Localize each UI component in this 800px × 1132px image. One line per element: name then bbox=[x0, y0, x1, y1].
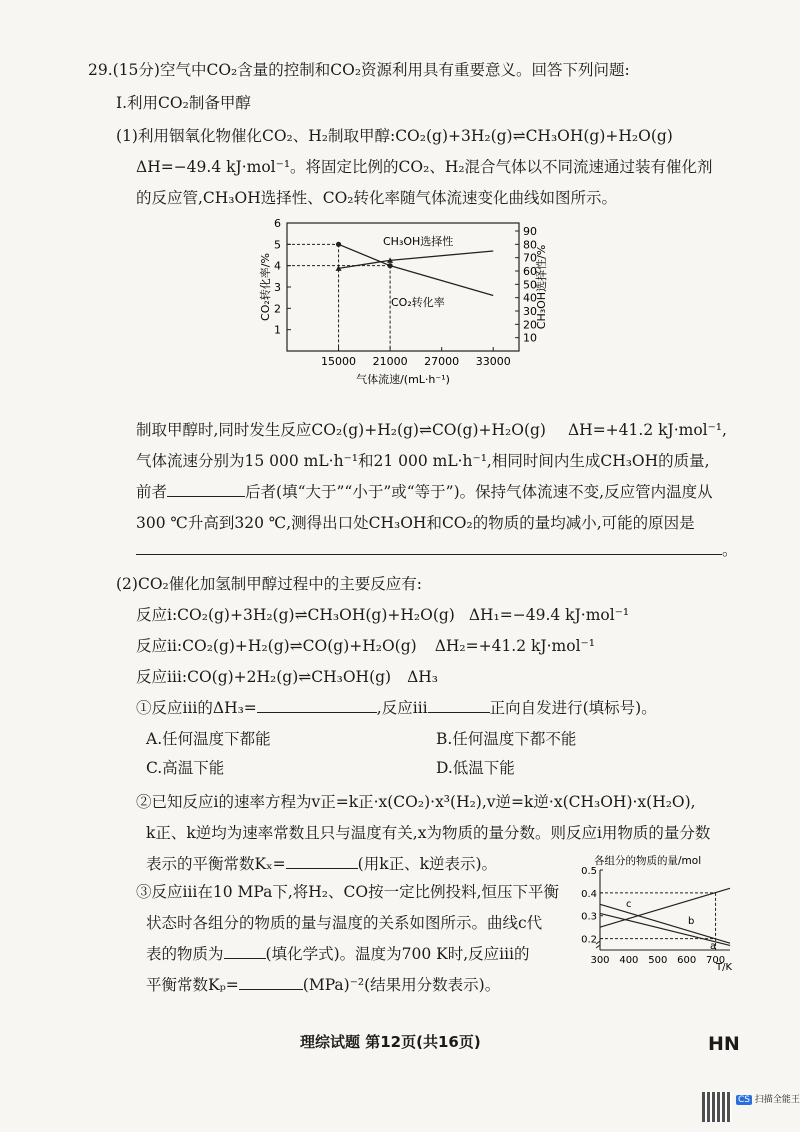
answer-blank-reason[interactable] bbox=[136, 540, 722, 555]
answer-blank-compare[interactable] bbox=[167, 482, 245, 497]
paragraph-2-line-3 bbox=[136, 482, 713, 502]
series-line-c bbox=[600, 888, 730, 927]
answer-blank-spontaneity[interactable] bbox=[428, 698, 490, 713]
right-tick-label: 30 bbox=[523, 305, 537, 318]
x-tick-label: 27000 bbox=[424, 355, 460, 368]
left-tick-label: 6 bbox=[274, 217, 281, 230]
side-reaction-enthalpy: ΔH=+41.2 kJ·mol⁻¹, bbox=[567, 421, 727, 439]
reaction-1 bbox=[136, 605, 629, 625]
label-ch3oh-selectivity: CH₃OH选择性 bbox=[383, 235, 454, 248]
reaction-3-equation: 反应ⅲ:CO(g)+2H₂(g)⇌CH₃OH(g) bbox=[136, 668, 392, 686]
curve-label-c: c bbox=[626, 899, 632, 910]
qr-code-icon bbox=[702, 1092, 732, 1122]
c2-y-tick-label: 0.3 bbox=[581, 911, 597, 923]
chart-co2-conversion bbox=[255, 213, 555, 393]
subquestion-2-text-b: (用k正、k逆表示)。 bbox=[357, 855, 498, 873]
subquestion-2-line-3 bbox=[146, 854, 497, 874]
series-line-co2-conversion bbox=[339, 244, 494, 295]
y-axis-left-label: CO₂转化率/% bbox=[259, 253, 272, 321]
text-former: 前者 bbox=[136, 483, 168, 501]
subquestion-3-text-b: (填化学式)。温度为700 K时,反应ⅲ的 bbox=[265, 945, 530, 963]
right-tick-label: 40 bbox=[523, 291, 537, 305]
subquestion-3-text-d: (MPa)⁻²(结果用分数表示)。 bbox=[302, 976, 501, 994]
chart2-title: 各组分的物质的量/mol bbox=[594, 855, 702, 867]
option-c: C.高温下能 bbox=[146, 759, 225, 777]
reaction-1-enthalpy: ΔH₁=−49.4 kJ·mol⁻¹ bbox=[468, 606, 630, 624]
paragraph-1-line-3: 的反应管,CH₃OH选择性、CO₂转化率随气体流速变化曲线如图所示。 bbox=[136, 189, 618, 207]
subquestion-2-text-a: 表示的平衡常数Kₓ= bbox=[146, 855, 286, 873]
right-tick-label: 70 bbox=[523, 251, 537, 265]
paragraph-2-line-4: 300 ℃升高到320 ℃,测得出口处CH₃OH和CO₂的物质的量均减小,可能的原因是 bbox=[136, 514, 695, 532]
answer-blank-kp[interactable] bbox=[239, 975, 303, 990]
scanner-label: 扫描全能王 bbox=[754, 1095, 800, 1105]
scanner-watermark bbox=[736, 1092, 800, 1105]
reaction-1-equation: 反应ⅰ:CO₂(g)+3H₂(g)⇌CH₃OH(g)+H₂O(g) bbox=[136, 606, 455, 624]
c2-y-tick-label: 0.5 bbox=[581, 866, 597, 877]
left-tick-label: 4 bbox=[274, 259, 281, 273]
left-tick-label: 2 bbox=[274, 302, 281, 316]
c2-x-tick-label: 500 bbox=[648, 955, 668, 966]
reaction-2-enthalpy: ΔH₂=+41.2 kJ·mol⁻¹ bbox=[434, 637, 595, 655]
right-tick-label: 80 bbox=[523, 238, 537, 252]
c2-x-tick-label: 600 bbox=[677, 955, 697, 966]
subquestion-3-line-1: ③反应ⅲ在10 MPa下,将H₂、CO按一定比例投料,恒压下平衡 bbox=[136, 883, 560, 901]
left-tick-label: 1 bbox=[274, 323, 281, 337]
c2-x-tick-label: 700 bbox=[706, 955, 726, 966]
c2-x-tick-label: 400 bbox=[619, 955, 639, 966]
answer-blank-dh3[interactable] bbox=[257, 698, 377, 713]
y-axis-right-label: CH₃OH选择性/% bbox=[535, 244, 548, 330]
label-co2-conversion: CO₂转化率 bbox=[391, 296, 445, 309]
right-tick-label: 60 bbox=[523, 265, 537, 278]
option-d: D.低温下能 bbox=[436, 759, 515, 777]
right-tick-label: 10 bbox=[523, 331, 537, 345]
answer-blank-kx[interactable] bbox=[286, 854, 358, 869]
paragraph-2-line-5 bbox=[136, 540, 738, 560]
subquestion-1-text-c: 正向自发进行(填标号)。 bbox=[489, 699, 657, 717]
cs-logo-icon: CS bbox=[738, 1095, 750, 1105]
point-co2-conversion bbox=[388, 263, 393, 268]
subquestion-1-text-b: ,反应ⅲ bbox=[376, 699, 428, 717]
reaction-2 bbox=[136, 636, 595, 656]
subquestion-2-line-1: ②已知反应ⅰ的速率方程为v正=k正·x(CO₂)·x³(H₂),v逆=k逆·x(CH₃OH)·x(H₂O), bbox=[136, 793, 696, 811]
subquestion-3-line-4 bbox=[146, 975, 500, 995]
subquestion-2-line-2: k正、k逆均为速率常数且只与温度有关,x为物质的量分数。则反应ⅰ用物质的量分数 bbox=[146, 824, 711, 842]
curve-label-b: b bbox=[688, 916, 695, 927]
x-axis-label: 气体流速/(mL·h⁻¹) bbox=[356, 373, 450, 386]
paragraph-1-line-2: ΔH=−49.4 kJ·mol⁻¹。将固定比例的CO₂、H₂混合气体以不同流速通过装有催化剂 bbox=[136, 158, 713, 176]
x-tick-label: 15000 bbox=[321, 355, 357, 368]
reaction-3 bbox=[136, 667, 438, 687]
chart-amount-vs-temperature bbox=[580, 852, 740, 977]
reaction-2-equation: 反应ⅱ:CO₂(g)+H₂(g)⇌CO(g)+H₂O(g) bbox=[136, 637, 417, 655]
side-reaction: 制取甲醇时,同时发生反应CO₂(g)+H₂(g)⇌CO(g)+H₂O(g) bbox=[136, 421, 546, 439]
subquestion-3-text-c: 平衡常数Kₚ= bbox=[146, 976, 239, 994]
c2-y-tick-label: 0.2 bbox=[581, 934, 597, 946]
paragraph-2-line-2: 气体流速分别为15 000 mL·h⁻¹和21 000 mL·h⁻¹,相同时间内生成CH₃OH的质量, bbox=[136, 452, 710, 470]
x-tick-label: 33000 bbox=[475, 355, 511, 368]
period: 。 bbox=[722, 541, 738, 559]
chart2-x-axis-label: T/K bbox=[716, 962, 733, 973]
option-a: A.任何温度下都能 bbox=[146, 730, 271, 748]
question-2-header: (2)CO₂催化加氢制甲醇过程中的主要反应有: bbox=[116, 575, 422, 593]
option-b: B.任何温度下都不能 bbox=[436, 730, 577, 748]
subquestion-1 bbox=[136, 698, 657, 718]
region-code: HN bbox=[708, 1033, 740, 1055]
point-co2-conversion bbox=[336, 242, 341, 247]
subquestion-3-line-3 bbox=[146, 944, 530, 964]
text-latter: 后者(填“大于”“小于”或“等于”)。保持气体流速不变,反应管内温度从 bbox=[245, 483, 713, 501]
reaction-3-enthalpy: ΔH₃ bbox=[407, 668, 439, 686]
right-tick-label: 50 bbox=[523, 278, 537, 292]
right-tick-label: 90 bbox=[523, 225, 537, 238]
paragraph-2-line-1 bbox=[136, 420, 727, 440]
left-tick-label: 5 bbox=[274, 238, 281, 252]
c2-y-tick-label: 0.4 bbox=[581, 888, 597, 900]
answer-blank-curve-c[interactable] bbox=[224, 944, 266, 959]
subquestion-1-text-a: ①反应ⅲ的ΔH₃= bbox=[136, 699, 257, 717]
c2-x-tick-label: 300 bbox=[590, 955, 610, 966]
subquestion-3-line-2: 状态时各组分的物质的量与温度的关系如图所示。曲线c代 bbox=[146, 914, 543, 932]
section-title: Ⅰ.利用CO₂制备甲醇 bbox=[116, 94, 251, 112]
x-tick-label: 21000 bbox=[372, 355, 408, 368]
series-line-b bbox=[600, 904, 730, 943]
page-footer: 理综试题 第12页(共16页) bbox=[300, 1033, 481, 1051]
left-tick-label: 3 bbox=[274, 281, 281, 294]
subquestion-3-text-a: 表的物质为 bbox=[146, 945, 224, 963]
question-header: 29.(15分)空气中CO₂含量的控制和CO₂资源利用具有重要意义。回答下列问题: bbox=[88, 61, 630, 79]
right-tick-label: 20 bbox=[523, 318, 537, 332]
paragraph-1-line-1: (1)利用铟氧化物催化CO₂、H₂制取甲醇:CO₂(g)+3H₂(g)⇌CH₃OH(g)+H₂O(g) bbox=[116, 127, 673, 145]
curve-label-a: a bbox=[710, 941, 717, 952]
